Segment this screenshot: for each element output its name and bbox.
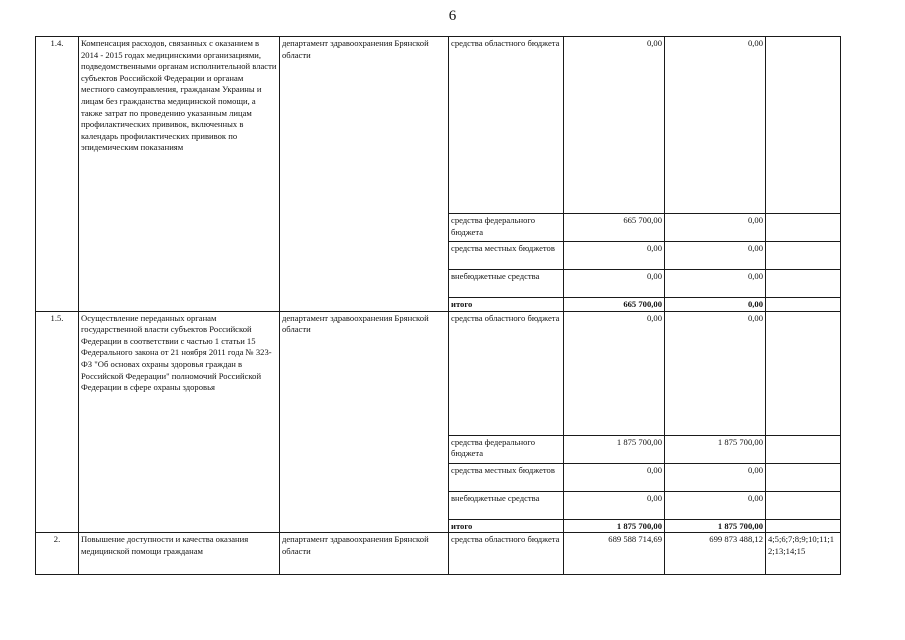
amount-year-1: 0,00 [564,463,665,491]
measure-name: Повышение доступности и качества оказания медицинской помощи гражданам [79,533,280,575]
amount-year-1: 0,00 [564,242,665,270]
target-indicators [766,242,841,270]
amount-year-2: 0,00 [665,242,766,270]
amount-year-2: 0,00 [665,37,766,214]
measure-name: Осуществление переданных органам государственной власти субъектов Российской Федерации в соответствии с частью 1 статьи 15 Федерального закона от 21 ноября 2011 года № 323-ФЗ "Об основах охраны здоровья граждан в Российской Федерации" полномочий Российской Федерации в сфере охраны здоровья [79,311,280,533]
executor: департамент здравоохранения Брянской области [280,311,449,533]
page-number: 6 [448,8,457,24]
amount-year-1-total: 665 700,00 [564,298,665,312]
amount-year-2-total: 1 875 700,00 [665,519,766,533]
amount-year-2: 0,00 [665,270,766,298]
amount-year-1: 1 875 700,00 [564,435,665,463]
table-row [36,311,841,435]
amount-year-1: 689 588 714,69 [564,533,665,575]
target-indicators [766,311,841,435]
target-indicators [766,435,841,463]
measure-name: Компенсация расходов, связанных с оказанием в 2014 - 2015 годах медицинскими организациями, подведомственными органам исполнительной власти субъектов Российской Федерации и органам местного самоуправления, гражданам Украины и лицам без гражданства медицинской помощи, а также затрат по проведению указанным лицам профилактических прививок, включенных в календарь профилактических прививок по эпидемическим показаниям [79,37,280,312]
funding-source: средства областного бюджета [449,533,564,575]
funding-source: средства местных бюджетов [449,463,564,491]
funding-source: средства областного бюджета [449,37,564,214]
amount-year-2: 1 875 700,00 [665,435,766,463]
amount-year-2: 0,00 [665,214,766,242]
table-row [36,533,841,575]
target-indicators: 4;5;6;7;8;9;10;11;12;13;14;15 [766,533,841,575]
funding-source-total: итого [449,298,564,312]
row-number: 1.4. [36,37,79,312]
amount-year-1: 665 700,00 [564,214,665,242]
funding-source: средства федерального бюджета [449,435,564,463]
row-number: 2. [36,533,79,575]
target-indicators [766,37,841,214]
funding-source: внебюджетные средства [449,491,564,519]
amount-year-1: 0,00 [564,491,665,519]
amount-year-2: 0,00 [665,463,766,491]
table-row [36,37,841,214]
amount-year-1-total: 1 875 700,00 [564,519,665,533]
target-indicators [766,270,841,298]
amount-year-2-total: 0,00 [665,298,766,312]
amount-year-1: 0,00 [564,270,665,298]
funding-source: внебюджетные средства [449,270,564,298]
funding-source-total: итого [449,519,564,533]
target-indicators [766,298,841,312]
amount-year-2: 0,00 [665,491,766,519]
amount-year-2: 699 873 488,12 [665,533,766,575]
budget-table [35,36,841,575]
row-number: 1.5. [36,311,79,533]
executor: департамент здравоохранения Брянской области [280,533,449,575]
target-indicators [766,214,841,242]
amount-year-2: 0,00 [665,311,766,435]
funding-source: средства федерального бюджета [449,214,564,242]
executor: департамент здравоохранения Брянской области [280,37,449,312]
amount-year-1: 0,00 [564,311,665,435]
funding-source: средства местных бюджетов [449,242,564,270]
target-indicators [766,519,841,533]
target-indicators [766,463,841,491]
amount-year-1: 0,00 [564,37,665,214]
funding-source: средства областного бюджета [449,311,564,435]
target-indicators [766,491,841,519]
